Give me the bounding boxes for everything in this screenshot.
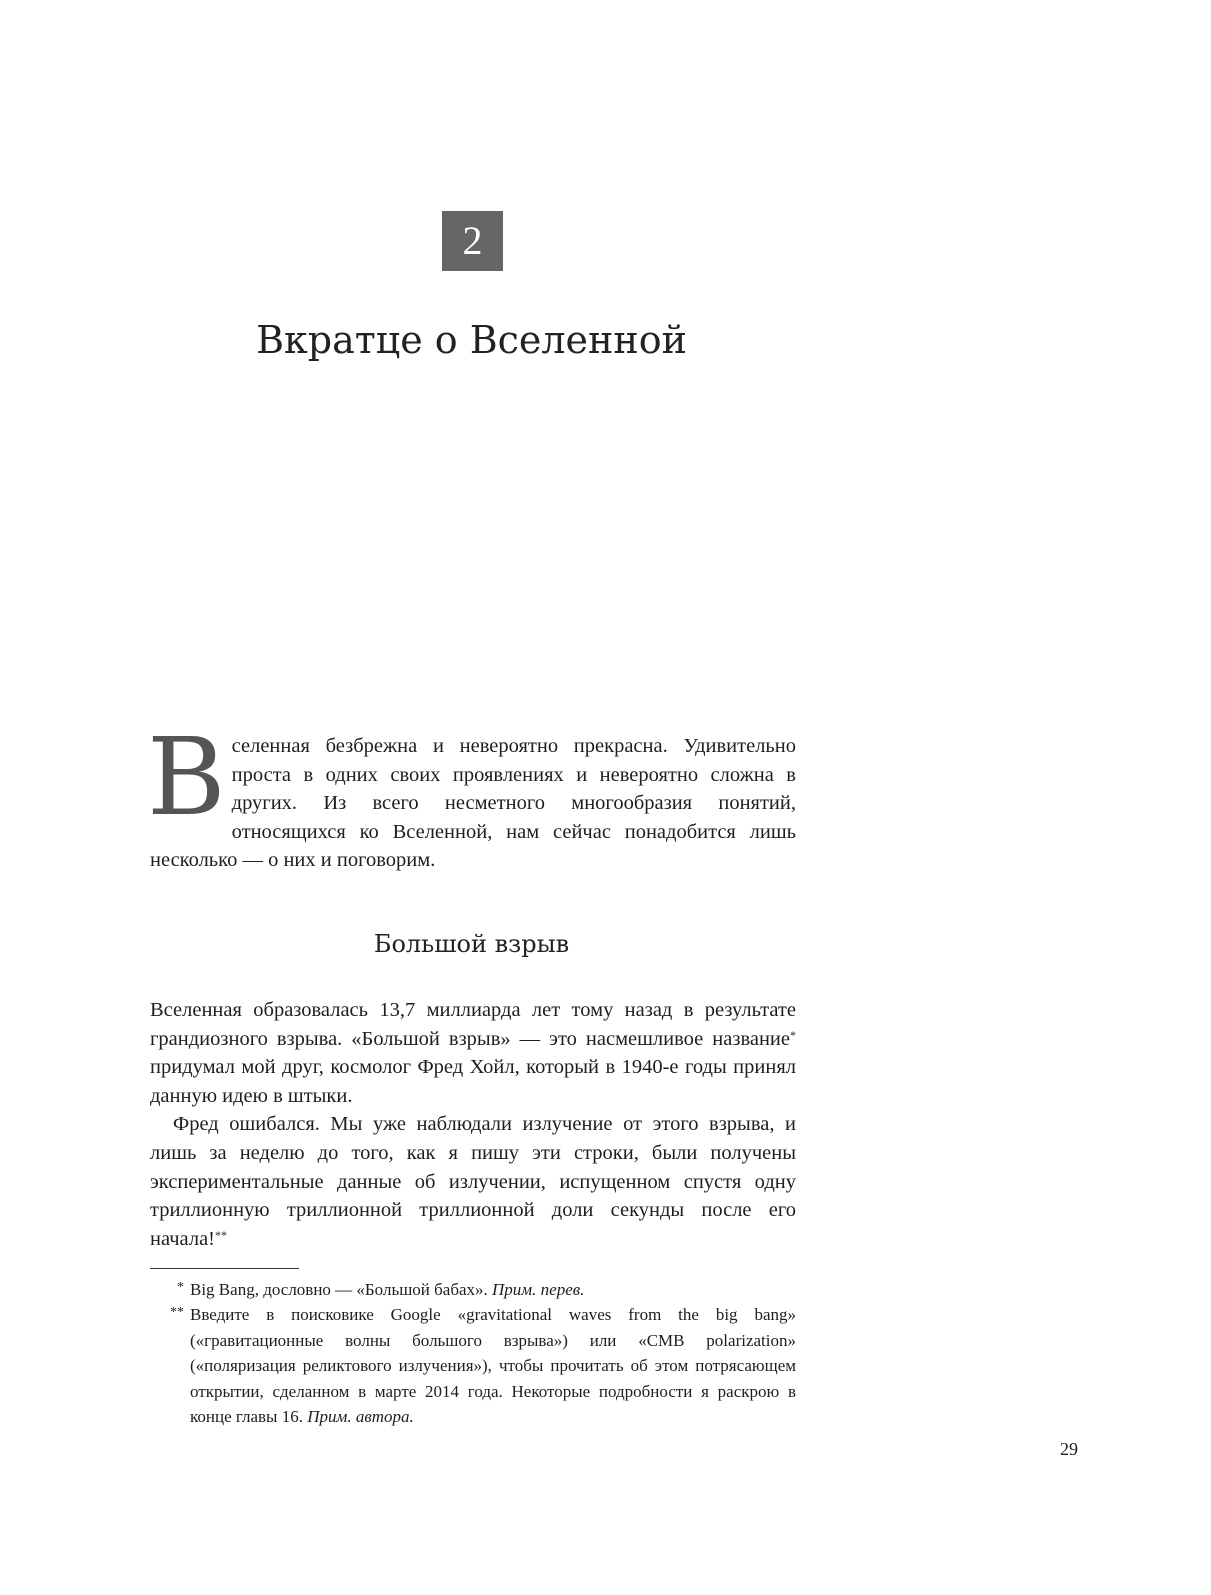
- paragraph-1: [150, 996, 796, 1110]
- page-number: 29: [1060, 1439, 1078, 1459]
- paragraph-1-text-a: Вселенная образовалась 13,7 миллиарда лет тому назад в результате грандиозного взрыва. «Большой взрыв» — это насмешливое название: [150, 999, 796, 1050]
- intro-text: селенная безбрежна и невероятно прекрасна. Удивительно проста в одних своих проявлениях и невероятно сложна в других. Из всего несметного многообразия понятий, относящихся ко Вселенной, нам сейчас понадобится лишь несколько — о них и поговорим.: [150, 735, 796, 872]
- chapter-title: Вкратце о Вселенной: [256, 318, 687, 362]
- footnote-2-mark: **: [170, 1305, 184, 1321]
- paragraph-1-text-b: придумал мой друг, космолог Фред Хойл, который в 1940-е годы принял данную идею в штыки.: [150, 1056, 796, 1107]
- drop-cap-letter: В: [147, 716, 226, 840]
- paragraph-2: [150, 1110, 796, 1253]
- footnote-2: [150, 1302, 796, 1429]
- section-heading: Большой взрыв: [373, 930, 570, 958]
- footnote-ref-1: *: [790, 1027, 796, 1042]
- footnote-2-note: Прим. автора.: [307, 1407, 414, 1427]
- chapter-number-box: [442, 211, 503, 271]
- paragraph-2-text: Фред ошибался. Мы уже наблюдали излучение от этого взрыва, и лишь за неделю до того, как я пишу эти строки, были получены экспериментальные данные об излучении, испущенном спустя одну триллионную триллионной триллионной доли секунды после его начала!: [150, 1113, 796, 1250]
- chapter-number: 2: [462, 218, 483, 263]
- footnote-ref-2: **: [215, 1227, 227, 1242]
- footnote-1: [150, 1277, 796, 1302]
- section-body: [150, 996, 796, 1253]
- footnote-divider: [150, 1268, 299, 1269]
- footnote-1-note: Прим. перев.: [492, 1280, 585, 1299]
- footnote-1-mark: *: [177, 1280, 184, 1295]
- footnotes: [150, 1277, 796, 1429]
- footnote-2-text: Введите в поисковике Google «gravitational waves from the big bang» («гравитационные волны большого взрыва») или «CMB polarization» («поляризация реликтового излучения»), чтобы прочитать об этом потрясающем открытии, сделанном в марте 2014 года. Некоторые подробности я раскрою в конце главы 16.: [190, 1305, 796, 1427]
- intro-paragraph: [147, 716, 796, 875]
- footnote-1-text: Big Bang, дословно — «Большой бабах».: [190, 1280, 493, 1299]
